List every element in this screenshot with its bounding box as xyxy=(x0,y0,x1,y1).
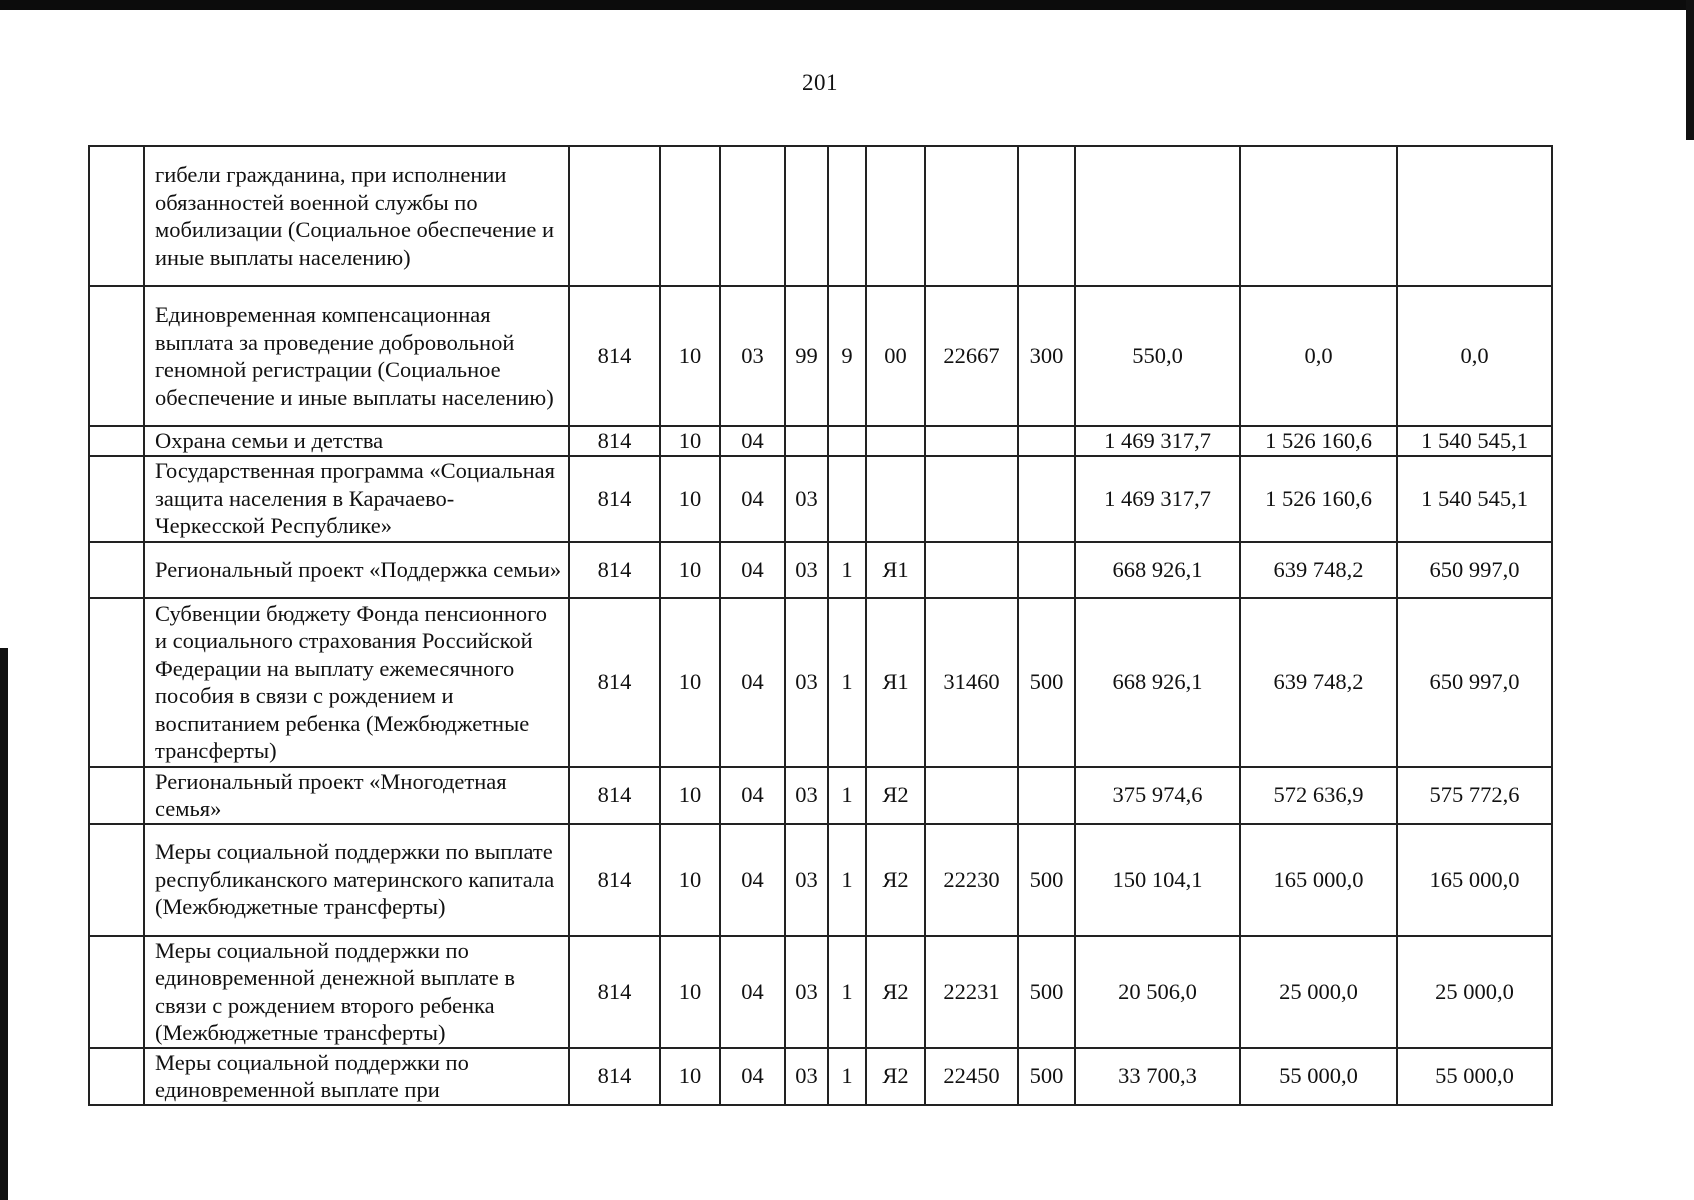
amount-year3-cell: 165 000,0 xyxy=(1397,824,1552,936)
scan-edge-left xyxy=(0,648,8,1200)
subprogram-code-cell xyxy=(828,426,866,456)
amount-year1-cell: 668 926,1 xyxy=(1075,542,1240,598)
row-index-cell xyxy=(89,824,144,936)
amount-year2-cell: 1 526 160,6 xyxy=(1240,426,1397,456)
subsection-code-cell: 04 xyxy=(720,936,785,1048)
amount-year3-cell: 575 772,6 xyxy=(1397,767,1552,824)
amount-year2-cell: 572 636,9 xyxy=(1240,767,1397,824)
subprogram-code-cell: 1 xyxy=(828,598,866,767)
program-code-cell: 03 xyxy=(785,542,828,598)
expense-type-cell: 500 xyxy=(1018,1048,1075,1105)
amount-year1-cell xyxy=(1075,146,1240,286)
project-code-cell xyxy=(866,146,925,286)
program-code-cell xyxy=(785,426,828,456)
subsection-code-cell: 03 xyxy=(720,286,785,426)
ministry-code-cell: 814 xyxy=(569,542,660,598)
row-name: Меры социальной поддержки по единовременной выплате при xyxy=(144,1048,569,1105)
ministry-code-cell: 814 xyxy=(569,1048,660,1105)
table-row xyxy=(89,824,1552,936)
section-code-cell: 10 xyxy=(660,542,720,598)
subsection-code-cell: 04 xyxy=(720,598,785,767)
expense-type-cell xyxy=(1018,456,1075,542)
direction-code-cell xyxy=(925,146,1018,286)
amount-year1-cell: 550,0 xyxy=(1075,286,1240,426)
ministry-code-cell: 814 xyxy=(569,936,660,1048)
ministry-code-cell: 814 xyxy=(569,426,660,456)
direction-code-cell: 22450 xyxy=(925,1048,1018,1105)
expense-type-cell: 300 xyxy=(1018,286,1075,426)
amount-year2-cell: 25 000,0 xyxy=(1240,936,1397,1048)
amount-year2-cell: 639 748,2 xyxy=(1240,598,1397,767)
row-index-cell xyxy=(89,146,144,286)
expense-type-cell xyxy=(1018,767,1075,824)
project-code-cell: Я2 xyxy=(866,936,925,1048)
amount-year1-cell: 150 104,1 xyxy=(1075,824,1240,936)
expense-type-cell xyxy=(1018,146,1075,286)
row-name: Охрана семьи и детства xyxy=(144,426,569,456)
direction-code-cell xyxy=(925,542,1018,598)
subsection-code-cell: 04 xyxy=(720,542,785,598)
direction-code-cell xyxy=(925,767,1018,824)
direction-code-cell xyxy=(925,426,1018,456)
amount-year3-cell: 650 997,0 xyxy=(1397,542,1552,598)
project-code-cell xyxy=(866,456,925,542)
direction-code-cell: 31460 xyxy=(925,598,1018,767)
table-row xyxy=(89,426,1552,456)
subsection-code-cell: 04 xyxy=(720,456,785,542)
row-name: Субвенции бюджету Фонда пенсионного и социального страхования Российской Федерации на выплату ежемесячного пособия в связи с рождением и воспитанием ребенка (Межбюджетные трансферты) xyxy=(144,598,569,767)
expense-type-cell: 500 xyxy=(1018,936,1075,1048)
row-index-cell xyxy=(89,598,144,767)
subsection-code-cell: 04 xyxy=(720,426,785,456)
subsection-code-cell: 04 xyxy=(720,767,785,824)
amount-year1-cell: 1 469 317,7 xyxy=(1075,456,1240,542)
amount-year3-cell xyxy=(1397,146,1552,286)
ministry-code-cell: 814 xyxy=(569,598,660,767)
table-row xyxy=(89,542,1552,598)
subprogram-code-cell: 1 xyxy=(828,542,866,598)
amount-year3-cell: 1 540 545,1 xyxy=(1397,426,1552,456)
amount-year1-cell: 375 974,6 xyxy=(1075,767,1240,824)
row-index-cell xyxy=(89,1048,144,1105)
amount-year1-cell: 33 700,3 xyxy=(1075,1048,1240,1105)
direction-code-cell: 22231 xyxy=(925,936,1018,1048)
row-name: Государственная программа «Социальная защита населения в Карачаево-Черкесской Республике» xyxy=(144,456,569,542)
program-code-cell: 03 xyxy=(785,456,828,542)
project-code-cell: Я1 xyxy=(866,542,925,598)
expense-type-cell: 500 xyxy=(1018,824,1075,936)
amount-year3-cell: 650 997,0 xyxy=(1397,598,1552,767)
program-code-cell: 03 xyxy=(785,936,828,1048)
section-code-cell xyxy=(660,146,720,286)
program-code-cell: 03 xyxy=(785,824,828,936)
section-code-cell: 10 xyxy=(660,767,720,824)
direction-code-cell: 22667 xyxy=(925,286,1018,426)
project-code-cell: 00 xyxy=(866,286,925,426)
subsection-code-cell: 04 xyxy=(720,1048,785,1105)
row-name: гибели гражданина, при исполнении обязанностей военной службы по мобилизации (Социальное обеспечение и иные выплаты населению) xyxy=(144,146,569,286)
project-code-cell: Я2 xyxy=(866,767,925,824)
table-row xyxy=(89,1048,1552,1105)
subsection-code-cell: 04 xyxy=(720,824,785,936)
amount-year2-cell xyxy=(1240,146,1397,286)
subprogram-code-cell: 1 xyxy=(828,1048,866,1105)
subprogram-code-cell: 1 xyxy=(828,936,866,1048)
program-code-cell xyxy=(785,146,828,286)
project-code-cell xyxy=(866,426,925,456)
table-row xyxy=(89,598,1552,767)
table-row xyxy=(89,456,1552,542)
row-name: Региональный проект «Поддержка семьи» xyxy=(144,542,569,598)
expense-type-cell xyxy=(1018,426,1075,456)
subsection-code-cell xyxy=(720,146,785,286)
section-code-cell: 10 xyxy=(660,1048,720,1105)
ministry-code-cell: 814 xyxy=(569,286,660,426)
row-name: Меры социальной поддержки по единовременной денежной выплате в связи с рождением второго ребенка (Межбюджетные трансферты) xyxy=(144,936,569,1048)
ministry-code-cell xyxy=(569,146,660,286)
project-code-cell: Я2 xyxy=(866,1048,925,1105)
amount-year3-cell: 1 540 545,1 xyxy=(1397,456,1552,542)
page-number: 201 xyxy=(802,70,838,95)
subprogram-code-cell: 1 xyxy=(828,767,866,824)
direction-code-cell xyxy=(925,456,1018,542)
ministry-code-cell: 814 xyxy=(569,456,660,542)
section-code-cell: 10 xyxy=(660,824,720,936)
section-code-cell: 10 xyxy=(660,456,720,542)
row-name: Региональный проект «Многодетная семья» xyxy=(144,767,569,824)
ministry-code-cell: 814 xyxy=(569,767,660,824)
table-body xyxy=(89,146,1552,1105)
subprogram-code-cell xyxy=(828,146,866,286)
row-index-cell xyxy=(89,456,144,542)
amount-year2-cell: 1 526 160,6 xyxy=(1240,456,1397,542)
row-index-cell xyxy=(89,542,144,598)
section-code-cell: 10 xyxy=(660,598,720,767)
row-index-cell xyxy=(89,767,144,824)
amount-year2-cell: 165 000,0 xyxy=(1240,824,1397,936)
table-row xyxy=(89,936,1552,1048)
row-index-cell xyxy=(89,286,144,426)
amount-year2-cell: 55 000,0 xyxy=(1240,1048,1397,1105)
program-code-cell: 03 xyxy=(785,598,828,767)
table-row xyxy=(89,146,1552,286)
expense-type-cell: 500 xyxy=(1018,598,1075,767)
table-row xyxy=(89,767,1552,824)
subprogram-code-cell: 9 xyxy=(828,286,866,426)
amount-year3-cell: 25 000,0 xyxy=(1397,936,1552,1048)
section-code-cell: 10 xyxy=(660,426,720,456)
program-code-cell: 99 xyxy=(785,286,828,426)
scan-edge-top xyxy=(0,0,1694,10)
scan-edge-right xyxy=(1686,0,1694,140)
program-code-cell: 03 xyxy=(785,1048,828,1105)
row-index-cell xyxy=(89,426,144,456)
direction-code-cell: 22230 xyxy=(925,824,1018,936)
row-name: Меры социальной поддержки по выплате республиканского материнского капитала (Межбюджетные трансферты) xyxy=(144,824,569,936)
row-index-cell xyxy=(89,936,144,1048)
project-code-cell: Я2 xyxy=(866,824,925,936)
amount-year1-cell: 20 506,0 xyxy=(1075,936,1240,1048)
project-code-cell: Я1 xyxy=(866,598,925,767)
budget-table xyxy=(88,145,1553,1106)
table-row xyxy=(89,286,1552,426)
amount-year1-cell: 668 926,1 xyxy=(1075,598,1240,767)
ministry-code-cell: 814 xyxy=(569,824,660,936)
program-code-cell: 03 xyxy=(785,767,828,824)
amount-year2-cell: 0,0 xyxy=(1240,286,1397,426)
expense-type-cell xyxy=(1018,542,1075,598)
subprogram-code-cell xyxy=(828,456,866,542)
amount-year1-cell: 1 469 317,7 xyxy=(1075,426,1240,456)
subprogram-code-cell: 1 xyxy=(828,824,866,936)
amount-year3-cell: 55 000,0 xyxy=(1397,1048,1552,1105)
amount-year3-cell: 0,0 xyxy=(1397,286,1552,426)
section-code-cell: 10 xyxy=(660,936,720,1048)
section-code-cell: 10 xyxy=(660,286,720,426)
row-name: Единовременная компенсационная выплата за проведение добровольной геномной регистрации (Социальное обеспечение и иные выплаты населению) xyxy=(144,286,569,426)
amount-year2-cell: 639 748,2 xyxy=(1240,542,1397,598)
